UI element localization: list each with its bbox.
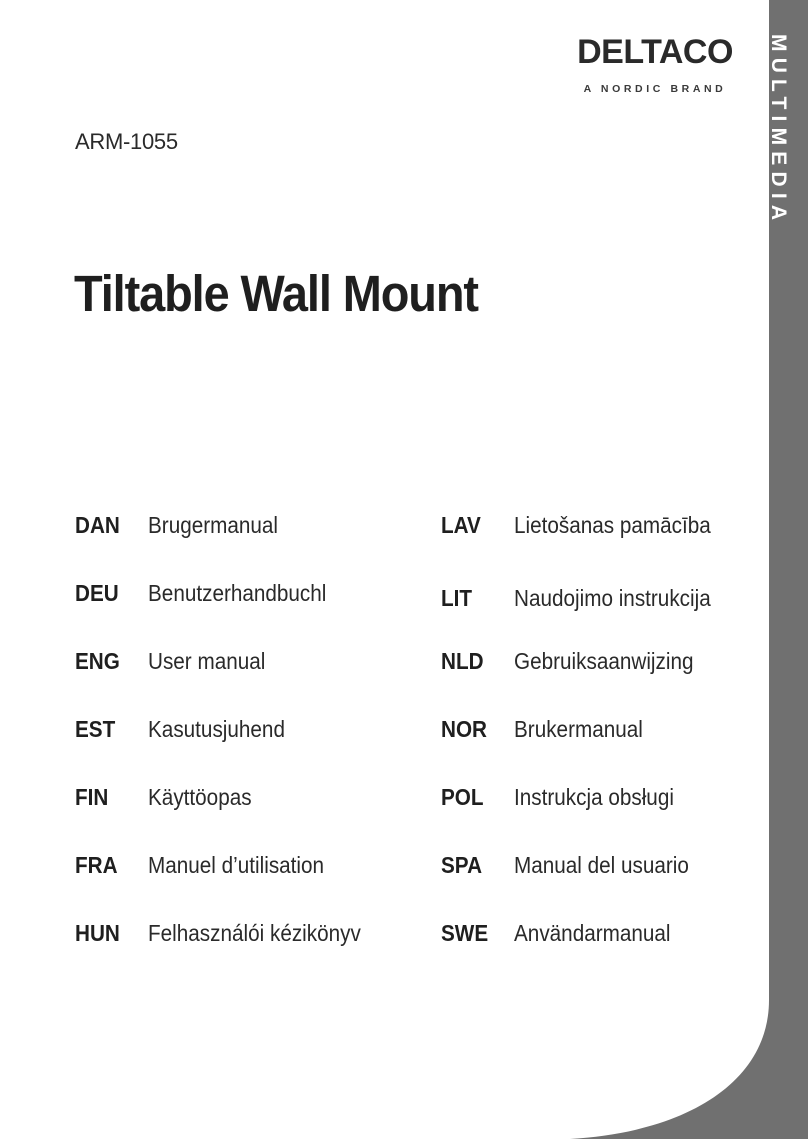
language-code: DAN — [75, 512, 120, 538]
language-code: EST — [75, 716, 116, 742]
language-name: Lietošanas pamācība — [514, 512, 711, 538]
model-number: ARM-1055 — [75, 129, 178, 154]
brand-tagline: A NORDIC BRAND — [583, 83, 727, 95]
language-name: Brukermanual — [514, 716, 643, 742]
language-name: Manuel d’utilisation — [148, 852, 325, 878]
language-code: FIN — [75, 784, 109, 810]
language-code: POL — [441, 784, 484, 810]
language-name: User manual — [148, 648, 266, 674]
language-name: Kasutusjuhend — [148, 716, 285, 742]
language-code: FRA — [75, 852, 118, 878]
language-name: Felhasználói kézikönyv — [148, 920, 361, 946]
category-label: MULTIMEDIA — [767, 34, 790, 227]
brand-logo — [574, 32, 736, 98]
language-name: Käyttöopas — [148, 784, 252, 810]
language-name: Instrukcja obsługi — [514, 784, 674, 810]
language-name: Naudojimo instrukcija — [514, 585, 711, 611]
language-code: ENG — [75, 648, 120, 674]
language-code: NLD — [441, 648, 484, 674]
language-name: Brugermanual — [148, 512, 279, 538]
language-code: LIT — [441, 585, 473, 611]
language-name: Manual del usuario — [514, 852, 689, 878]
product-title: Tiltable Wall Mount — [74, 265, 478, 322]
language-code: HUN — [75, 920, 120, 946]
language-code: SPA — [441, 852, 483, 878]
language-code: SWE — [441, 920, 489, 946]
brand-name: DELTACO — [577, 33, 733, 71]
language-name: Benutzerhandbuchl — [148, 580, 327, 606]
language-name: Användarmanual — [514, 920, 671, 946]
language-code: NOR — [441, 716, 488, 742]
language-code: LAV — [441, 512, 481, 538]
language-code: DEU — [75, 580, 119, 606]
language-name: Gebruiksaanwijzing — [514, 648, 694, 674]
